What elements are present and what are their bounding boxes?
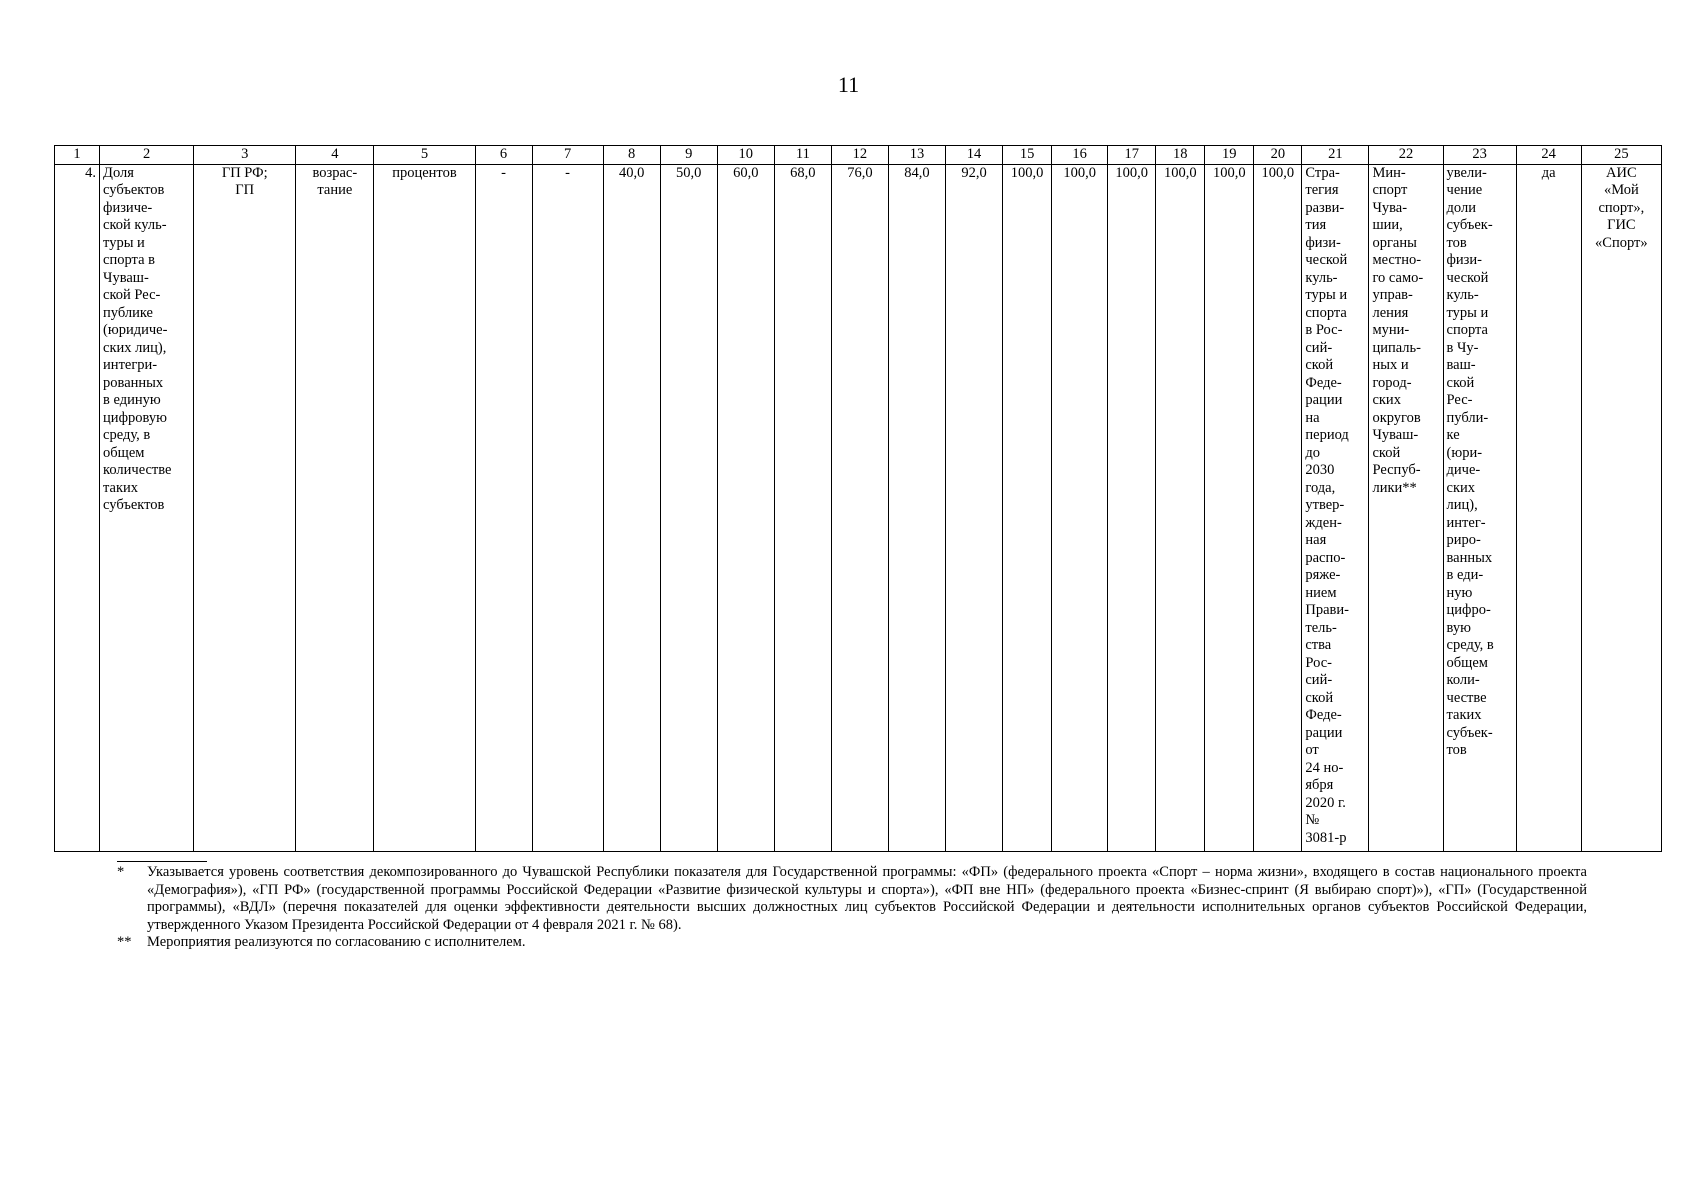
cell-value: 68,0 xyxy=(774,164,831,851)
page-number: 11 xyxy=(837,72,860,97)
column-header: 23 xyxy=(1443,146,1516,165)
cell-value: 100,0 xyxy=(1052,164,1108,851)
cell-value: - xyxy=(475,164,532,851)
indicator-name: Доля субъектов физиче- ской куль- туры и спорта в Чуваш- ской Рес- публике (юридиче- ских лиц), интегри- рованных в единую цифровую среду, в общем количестве таких субъектов xyxy=(100,164,194,851)
column-header: 14 xyxy=(946,146,1003,165)
cell-value: 100,0 xyxy=(1205,164,1254,851)
cell-value: - xyxy=(532,164,603,851)
column-header: 8 xyxy=(603,146,660,165)
cell-value: да xyxy=(1516,164,1581,851)
column-header: 2 xyxy=(100,146,194,165)
cell-value: 60,0 xyxy=(717,164,774,851)
goal-link: увели- чение доли субъек- тов физи- ческой куль- туры и спорта в Чу- ваш- ской Рес- публи- ке (юри- диче- ских лиц), интег- риро- ванных в еди- ную цифро- вую среду, в общем коли- честве таких субъек- тов xyxy=(1443,164,1516,851)
column-header: 7 xyxy=(532,146,603,165)
column-header: 25 xyxy=(1581,146,1661,165)
column-header: 10 xyxy=(717,146,774,165)
column-header: 22 xyxy=(1369,146,1443,165)
row-number: 4. xyxy=(55,164,100,851)
cell-value: 100,0 xyxy=(1003,164,1052,851)
indicators-table xyxy=(54,145,1662,852)
footnote-text: Указывается уровень соответствия декомпозированного до Чувашской Республики показателя для Государственной программы: «ФП» (федерального проекта «Спорт – норма жизни», входящего в состав национального проекта «Демография»), «ГП РФ» (государственной программы Российской Федерации «Развитие физической культуры и спорта»), «ФП вне НП» (федерального проекта «Бизнес-спринт (Я выбираю спорт)»), «ГП» (Государственной программы), «ВДЛ» (перечня показателей для оценки эффективности деятельности высших должностных лиц субъектов Российской Федерации и деятельности исполнительных органов субъектов Российской Федерации, утвержденного Указом Президента Российской Федерации от 4 февраля 2021 г. № 68). xyxy=(147,864,1587,933)
column-header: 20 xyxy=(1254,146,1302,165)
footnote xyxy=(117,934,1587,952)
header-row xyxy=(55,146,1662,165)
cell-value: 100,0 xyxy=(1254,164,1302,851)
column-header: 21 xyxy=(1302,146,1369,165)
cell-value: 40,0 xyxy=(603,164,660,851)
table-row xyxy=(55,164,1662,851)
column-header: 17 xyxy=(1108,146,1156,165)
column-header: 13 xyxy=(888,146,945,165)
column-header: 16 xyxy=(1052,146,1108,165)
column-header: 12 xyxy=(831,146,888,165)
responsible-executor: Мин- спорт Чува- шии, органы местно- го само- управ- ления муни- ципаль- ных и город- ских округов Чуваш- ской Респуб- лики** xyxy=(1369,164,1443,851)
column-header: 6 xyxy=(475,146,532,165)
column-header: 1 xyxy=(55,146,100,165)
column-header: 5 xyxy=(374,146,475,165)
cell-value: 92,0 xyxy=(946,164,1003,851)
footnote-mark: ** xyxy=(117,934,132,950)
basis-document: Стра- тегия разви- тия физи- ческой куль- туры и спорта в Рос- сий- ской Феде- рации на период до 2030 года, утвер- жден- ная распо- ряже- нием Прави- тель- ства Рос- сий- ской Феде- рации от 24 но- ября 2020 г. № 3081-р xyxy=(1302,164,1369,851)
unit-of-measure: процентов xyxy=(374,164,475,851)
cell-value: 100,0 xyxy=(1108,164,1156,851)
indicator-level: ГП РФ; ГП xyxy=(194,164,296,851)
footnotes xyxy=(117,864,1587,952)
footnote xyxy=(117,864,1587,934)
column-header: 24 xyxy=(1516,146,1581,165)
column-header: 3 xyxy=(194,146,296,165)
footnote-divider xyxy=(117,861,207,862)
column-header: 9 xyxy=(660,146,717,165)
footnote-mark: * xyxy=(117,864,125,880)
cell-value: 50,0 xyxy=(660,164,717,851)
column-header: 11 xyxy=(774,146,831,165)
information-system: АИС «Мой спорт», ГИС «Спорт» xyxy=(1581,164,1661,851)
cell-value: 76,0 xyxy=(831,164,888,851)
cell-value: 84,0 xyxy=(888,164,945,851)
indicator-trend: возрас- тание xyxy=(296,164,374,851)
column-header: 19 xyxy=(1205,146,1254,165)
column-header: 18 xyxy=(1156,146,1205,165)
column-header: 4 xyxy=(296,146,374,165)
column-header: 15 xyxy=(1003,146,1052,165)
cell-value: 100,0 xyxy=(1156,164,1205,851)
footnote-text: Мероприятия реализуются по согласованию с исполнителем. xyxy=(147,934,526,950)
